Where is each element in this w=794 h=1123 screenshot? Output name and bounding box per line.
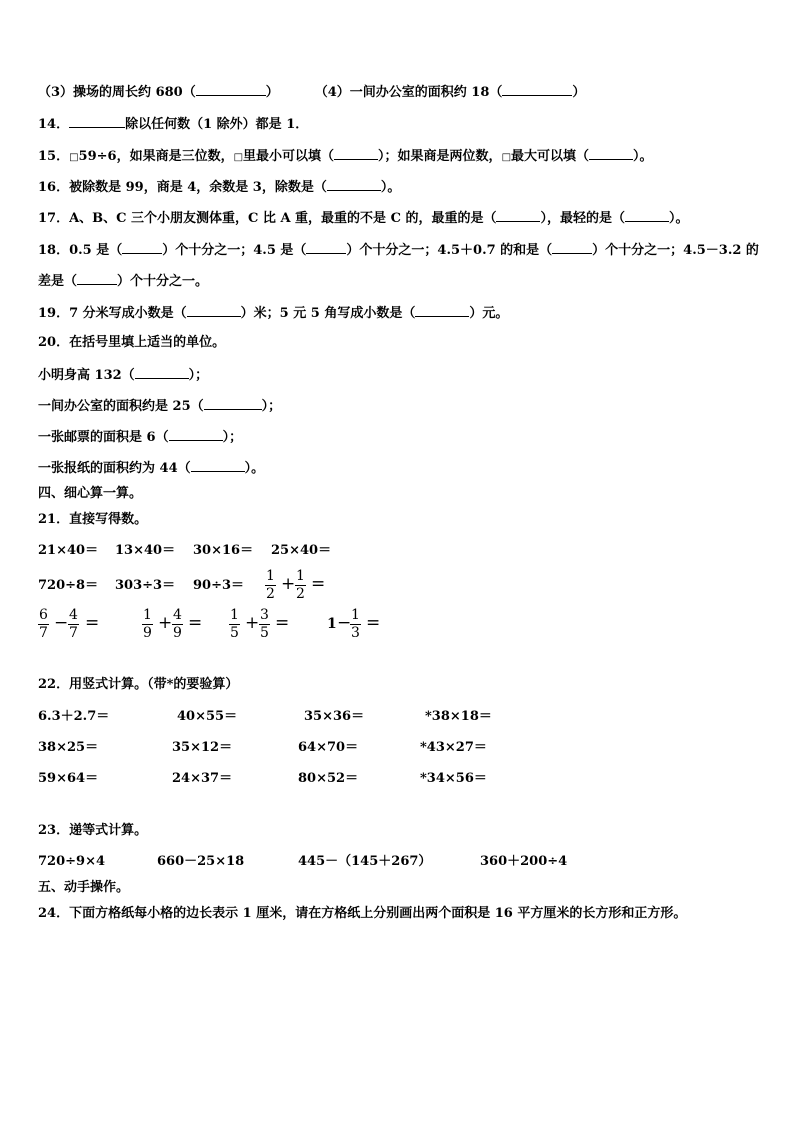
q3-close: ） [265, 85, 279, 100]
q21-r1-c2: 13×40＝ [115, 543, 176, 558]
q4-close: ） [572, 85, 586, 100]
q20-blank-4[interactable] [191, 459, 245, 472]
q15-expr: 59÷6，如果商是三位数， [78, 149, 234, 164]
denominator: 5 [230, 625, 239, 641]
q20-line-4 [38, 459, 264, 477]
plus-sign: + [158, 613, 173, 633]
q22-r1-c3: 35×36＝ [304, 709, 365, 724]
minus-sign: − [54, 613, 69, 633]
q20-l2-close: ）； [261, 399, 282, 414]
plus-sign: + [245, 613, 260, 633]
q19-blank-1[interactable] [187, 304, 241, 317]
q22-r1-c1: 6.3＋2.7＝ [38, 709, 110, 724]
q15-close: ）。 [633, 149, 653, 164]
q19-p2: ）米；5 元 5 角写成小数是（ [240, 306, 416, 321]
q20-line-1 [38, 366, 208, 384]
q21-r1-c1: 21×40＝ [38, 543, 99, 558]
q23-item-4: 360＋200÷4 [480, 854, 568, 869]
q20-l3-text: 一张邮票的面积是 6（ [38, 430, 169, 445]
q14-blank[interactable] [69, 115, 125, 128]
fraction [229, 607, 240, 642]
q20-l4-close: ）。 [244, 461, 265, 476]
q19-p1: 7 分米写成小数是（ [69, 306, 187, 321]
fraction [350, 607, 361, 642]
q15-blank-2[interactable] [589, 147, 633, 160]
q14-text: 除以任何数（1 除外）都是 1． [125, 117, 309, 132]
q18-line2b: ）个十分之一。 [117, 274, 209, 289]
q18-blank-1[interactable] [122, 241, 162, 254]
q14-number: 14． [38, 117, 70, 132]
numerator: 1 [266, 568, 275, 584]
fraction [265, 568, 276, 603]
q23-item-2: 660－25×18 [157, 854, 245, 869]
q19-blank-2[interactable] [415, 304, 469, 317]
fraction [172, 607, 183, 642]
q21-title: 21．直接写得数。 [38, 512, 148, 527]
q16-close: ）。 [380, 180, 401, 195]
q21-r2-c3: 90÷3＝ [193, 578, 245, 593]
q20-blank-2[interactable] [204, 397, 262, 410]
q18-number: 18． [38, 243, 70, 258]
q18-line2a: 差是（ [38, 274, 78, 289]
q18-blank-2[interactable] [306, 241, 346, 254]
fraction [259, 607, 270, 642]
question-15 [38, 147, 653, 166]
q20-l3-close: ）； [222, 430, 243, 445]
denominator: 2 [296, 586, 305, 602]
q21-r2-c2: 303÷3＝ [115, 578, 176, 593]
q20-number: 20． [38, 335, 70, 350]
numerator: 4 [69, 607, 78, 623]
q20-l1-close: ）； [188, 368, 209, 383]
denominator: 7 [39, 625, 48, 641]
q20-l2-text: 一间办公室的面积约是 25（ [38, 399, 204, 414]
q23-item-3: 445－（145＋267） [298, 854, 432, 869]
q18-blank-3[interactable] [552, 241, 592, 254]
q22-title: 22．用竖式计算。（带*的要验算） [38, 677, 239, 692]
q21-r1-c4: 25×40＝ [271, 543, 332, 558]
q22-r2-c3: 64×70＝ [298, 740, 359, 755]
q22-r2-c1: 38×25＝ [38, 740, 99, 755]
q20-title: 在括号里填上适当的单位。 [69, 335, 226, 350]
q17-blank-1[interactable] [496, 209, 540, 222]
square-icon: □ [501, 152, 512, 163]
q18-p4: ）个十分之一；4.5－3.2 的 [592, 243, 759, 258]
q18-p2: ）个十分之一；4.5 是（ [162, 243, 307, 258]
q21-r1-c3: 30×16＝ [193, 543, 254, 558]
q23-title: 23．递等式计算。 [38, 823, 148, 838]
equals-sign: = [275, 613, 290, 633]
fraction [68, 607, 79, 642]
q15-mid: 里最小可以填（ [243, 149, 335, 164]
q22-r2-c2: 35×12＝ [172, 740, 233, 755]
q17-mid: ），最轻的是（ [540, 211, 625, 226]
q15-end: 最大可以填（ [511, 149, 590, 164]
q22-r1-c4: *38×18＝ [425, 709, 492, 724]
denominator: 9 [173, 625, 182, 641]
whole-number: 1 [327, 616, 337, 632]
numerator: 4 [173, 607, 182, 623]
numerator: 1 [296, 568, 305, 584]
q19-number: 19． [38, 306, 70, 321]
question-18-line2 [38, 272, 208, 290]
fraction [38, 607, 49, 642]
question-18 [38, 241, 759, 259]
denominator: 5 [260, 625, 269, 641]
fraction [142, 607, 153, 642]
q23-item-1: 720÷9×4 [38, 854, 106, 869]
q15-mid2: ）；如果商是两位数， [378, 149, 502, 164]
numerator: 1 [351, 607, 360, 623]
equals-sign: = [311, 574, 326, 594]
q16-number: 16． [38, 180, 70, 195]
question-16 [38, 178, 400, 196]
numerator: 1 [230, 607, 239, 623]
q3-blank[interactable] [196, 83, 266, 96]
q20-l1-text: 小明身高 132（ [38, 368, 135, 383]
minus-sign: − [337, 613, 352, 633]
q4-blank[interactable] [502, 83, 572, 96]
section-4-heading: 四、细心算一算。 [38, 486, 143, 501]
q18-blank-4[interactable] [77, 272, 117, 285]
q22-r3-c1: 59×64＝ [38, 771, 99, 786]
numerator: 1 [143, 607, 152, 623]
question-19 [38, 304, 508, 322]
q17-number: 17． [38, 211, 70, 226]
q20-l4-text: 一张报纸的面积约为 44（ [38, 461, 191, 476]
numerator: 6 [39, 607, 48, 623]
q20-blank-1[interactable] [135, 366, 189, 379]
q22-r2-c4: *43×27＝ [420, 740, 487, 755]
q18-p1: 0.5 是（ [69, 243, 123, 258]
numerator: 3 [260, 607, 269, 623]
equals-sign: = [188, 613, 203, 633]
q17-text: A、B、C 三个小朋友测体重，C 比 A 重，最重的不是 C 的，最重的是（ [69, 211, 497, 226]
q20-line-3 [38, 428, 242, 446]
denominator: 9 [143, 625, 152, 641]
fraction [295, 568, 306, 603]
q20-line-2 [38, 397, 281, 415]
q20-blank-3[interactable] [169, 428, 223, 441]
equals-sign: = [366, 613, 381, 633]
q22-r3-c4: *34×56＝ [420, 771, 487, 786]
square-icon: □ [69, 152, 79, 163]
plus-sign: + [281, 574, 296, 594]
q16-text: 被除数是 99，商是 4，余数是 3，除数是（ [69, 180, 327, 195]
q4-text: （4）一间办公室的面积约 18（ [314, 85, 503, 100]
q15-number: 15． [38, 149, 70, 164]
q24-text: 24．下面方格纸每小格的边长表示 1 厘米，请在方格纸上分别画出两个面积是 16 平方厘米的长方形和正方形。 [38, 906, 687, 921]
denominator: 3 [351, 625, 360, 641]
question-3-4-line [38, 83, 585, 101]
q22-r3-c3: 80×52＝ [298, 771, 359, 786]
q17-blank-2[interactable] [625, 209, 669, 222]
question-20 [38, 335, 225, 351]
q22-r1-c2: 40×55＝ [177, 709, 238, 724]
q16-blank[interactable] [327, 178, 381, 191]
q18-p3: ）个十分之一；4.5＋0.7 的和是（ [346, 243, 553, 258]
denominator: 2 [266, 586, 275, 602]
denominator: 7 [69, 625, 78, 641]
q3-text: （3）操场的周长约 680（ [38, 85, 196, 100]
equals-sign: = [85, 613, 100, 633]
q21-r2-c1: 720÷8＝ [38, 578, 99, 593]
square-icon: □ [233, 152, 244, 163]
question-17 [38, 209, 688, 227]
section-5-heading: 五、动手操作。 [38, 880, 130, 895]
q19-p3: ）元。 [469, 306, 509, 321]
q22-r3-c2: 24×37＝ [172, 771, 233, 786]
question-14 [38, 115, 308, 133]
q15-blank-1[interactable] [334, 147, 378, 160]
q17-close: ）。 [668, 211, 689, 226]
